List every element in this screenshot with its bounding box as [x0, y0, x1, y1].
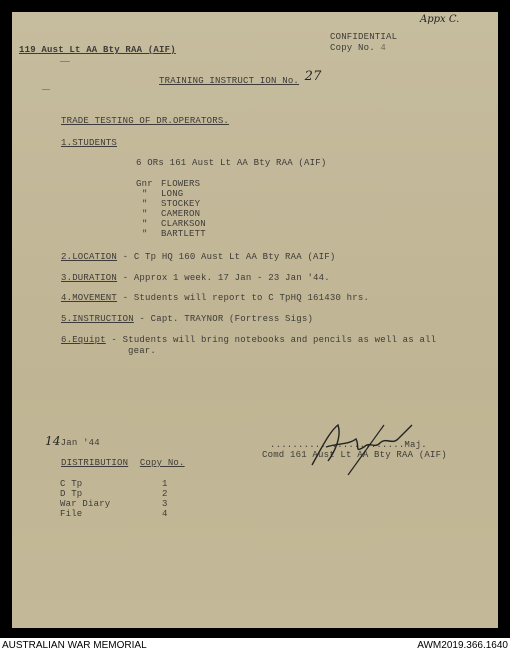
- subject-heading: TRADE TESTING OF DR.OPERATORS.: [61, 116, 230, 126]
- classification: CONFIDENTIAL: [330, 32, 398, 42]
- footer-accession: AWM2019.366.1640: [417, 640, 508, 651]
- item-equipment: [61, 335, 436, 345]
- copy-number: [330, 43, 386, 53]
- ditto-mark: ": [142, 189, 148, 199]
- item-text: - Capt. TRAYNOR (Fortress Sigs): [139, 314, 314, 324]
- instruction-title: [159, 69, 322, 86]
- distribution-copy: 3: [162, 499, 168, 509]
- item-location: [61, 252, 335, 262]
- distribution-copy: 1: [162, 479, 168, 489]
- student-name: CAMERON: [161, 209, 201, 219]
- distribution-heading: DISTRIBUTION: [61, 458, 129, 468]
- distribution-recipient: D Tp: [60, 489, 83, 499]
- item-text: - Students will report to C TpHQ 161430 hrs.: [122, 293, 370, 303]
- rank-label: Gnr: [136, 179, 153, 189]
- student-name: LONG: [161, 189, 184, 199]
- item-instruction: [61, 314, 313, 324]
- distribution-copy: 4: [162, 509, 168, 519]
- title-number: 27: [304, 69, 322, 84]
- handwritten-signature: [308, 417, 418, 477]
- distribution-copy: 2: [162, 489, 168, 499]
- item-heading: 4.MOVEMENT: [61, 293, 118, 303]
- distribution-recipient: War Diary: [60, 499, 111, 509]
- distribution-header: [61, 458, 185, 468]
- item-duration: [61, 273, 330, 283]
- commander-title: Comd 161 Aust Lt AA Bty RAA (AIF): [262, 450, 447, 460]
- item-movement: [61, 293, 369, 303]
- date-day: 14: [45, 434, 61, 448]
- item-heading: 6.Equipt: [61, 335, 106, 345]
- students-summary: 6 ORs 161 Aust Lt AA Bty RAA (AIF): [136, 158, 327, 168]
- item-text: - Approx 1 week. 17 Jan - 23 Jan '44.: [122, 273, 330, 283]
- item-heading: 2.LOCATION: [61, 252, 118, 262]
- footer-institution: AUSTRALIAN WAR MEMORIAL: [2, 640, 147, 651]
- date-rest: Jan '44: [60, 438, 100, 448]
- item-text: - Students will bring notebooks and pencils as well as all: [111, 335, 437, 345]
- item-equipment-continued: gear.: [128, 346, 157, 356]
- ditto-mark: ": [142, 209, 148, 219]
- item-text: - C Tp HQ 160 Aust Lt AA Bty RAA (AIF): [122, 252, 336, 262]
- copy-value: 4: [380, 43, 387, 53]
- item-heading: 5.INSTRUCTION: [61, 314, 134, 324]
- ditto-mark: ": [142, 199, 148, 209]
- student-name: STOCKEY: [161, 199, 201, 209]
- signature-dots: ........................: [270, 440, 405, 450]
- document-page: [12, 12, 498, 628]
- distribution-recipient: File: [60, 509, 83, 519]
- item-heading: 3.DURATION: [61, 273, 118, 283]
- stray-mark: [42, 89, 50, 90]
- ditto-mark: ": [142, 219, 148, 229]
- unit-heading: 119 Aust Lt AA Bty RAA (AIF): [19, 45, 176, 55]
- students-heading: 1.STUDENTS: [61, 138, 118, 148]
- document-date: [45, 436, 100, 448]
- student-name: BARTLETT: [161, 229, 206, 239]
- title-label: TRAINING INSTRUCT ION No.: [159, 76, 300, 86]
- copy-heading: Copy No.: [139, 458, 185, 468]
- archive-footer: [0, 638, 510, 653]
- distribution-recipient: C Tp: [60, 479, 83, 489]
- appendix-note: Appx C.: [420, 14, 460, 25]
- copy-label: Copy No.: [330, 43, 375, 53]
- student-name: CLARKSON: [161, 219, 206, 229]
- stray-mark: [60, 61, 70, 62]
- signature-rank: Maj.: [404, 440, 427, 450]
- student-name: FLOWERS: [161, 179, 201, 189]
- ditto-mark: ": [142, 229, 148, 239]
